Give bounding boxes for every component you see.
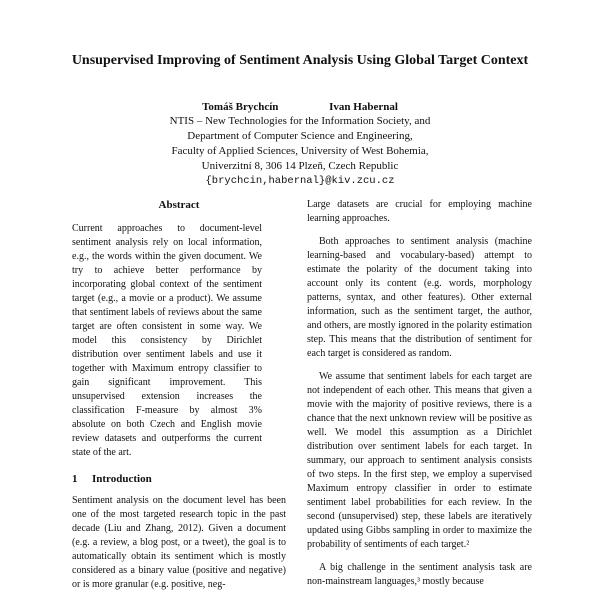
right-column	[307, 198, 532, 598]
body-paragraph: Both approaches to sentiment analysis (machine learning-based and vocabulary-based) attempt to estimate the polarity of the document taking into account only its content (e.g. words, morphology patterns, syntax, and other features). Other external information, such as the sentiment target, the author, and others, are mostly ignored in the polarity estimation step. This means that the distribution of sentiment for each target is considered as random.	[307, 236, 532, 359]
author-name: Ivan Habernal	[329, 101, 398, 113]
abstract-heading: Abstract	[158, 199, 200, 211]
author-list	[0, 100, 600, 114]
section-number: 1	[72, 473, 78, 485]
paper-title: Unsupervised Improving of Sentiment Analysis Using Global Target Context	[71, 53, 529, 68]
affiliation-line: Department of Computer Science and Engineering,	[187, 130, 413, 142]
abstract-text: Current approaches to document-level sentiment analysis rely on local information, e.g., the words within the given document. We try to achieve better performance by incorporating global context of the sentiment target (e.g., a movie or a product). We assume that sentiment labels of reviews about the same target are often consistent in some way. We model this consistency by Dirichlet distribution over sentiment labels and use it together with Maximum entropy classifier to gain significant improvement. This unsupervised extension increases the classification F-measure by almost 3% absolute on both Czech and English movie review datasets and outperforms the current state of the art.	[72, 223, 262, 458]
section-title: Introduction	[92, 473, 152, 485]
body-paragraph: A big challenge in the sentiment analysis task are non-mainstream languages,³ mostly because	[307, 562, 532, 587]
author-name: Tomáš Brychcín	[202, 101, 279, 113]
affiliation-block	[0, 114, 600, 189]
affiliation-line: Univerzitní 8, 306 14 Plzeň, Czech Republic	[201, 160, 399, 172]
affiliation-line: Faculty of Applied Sciences, University of West Bohemia,	[171, 145, 429, 157]
intro-paragraph: Sentiment analysis on the document level has been one of the most targeted research topic in the past decade (Liu and Zhang, 2012). Given a document (e.g. a review, a blog post, or a tweet), the goal is to automatically obtain its sentiment which is mostly considered as a binary value (positive and negative) or is more granular (e.g. positive, neg-	[72, 495, 286, 590]
body-paragraph: Large datasets are crucial for employing machine learning approaches.	[307, 199, 532, 224]
author-email: {brychcin,habernal}@kiv.zcu.cz	[205, 175, 395, 187]
body-paragraph: We assume that sentiment labels for each target are not independent of each other. This means that given a movie with the majority of positive reviews, there is a chance that the next unknown review will be positive as well. We model this assumption as a Dirichlet distribution over sentiment labels for each target. In summary, our approach to sentiment analysis consists of two steps. In the first step, we employ a supervised Maximum entropy classifier in order to estimate sentiment label probabilities for each review. In the second (unsupervised) step, these labels are iteratively updated using Gibbs sampling in order to maximize the probability of sentiments of each target.²	[307, 371, 532, 550]
affiliation-line: NTIS – New Technologies for the Information Society, and	[169, 115, 431, 127]
section-heading	[72, 472, 286, 486]
left-column	[72, 198, 286, 592]
